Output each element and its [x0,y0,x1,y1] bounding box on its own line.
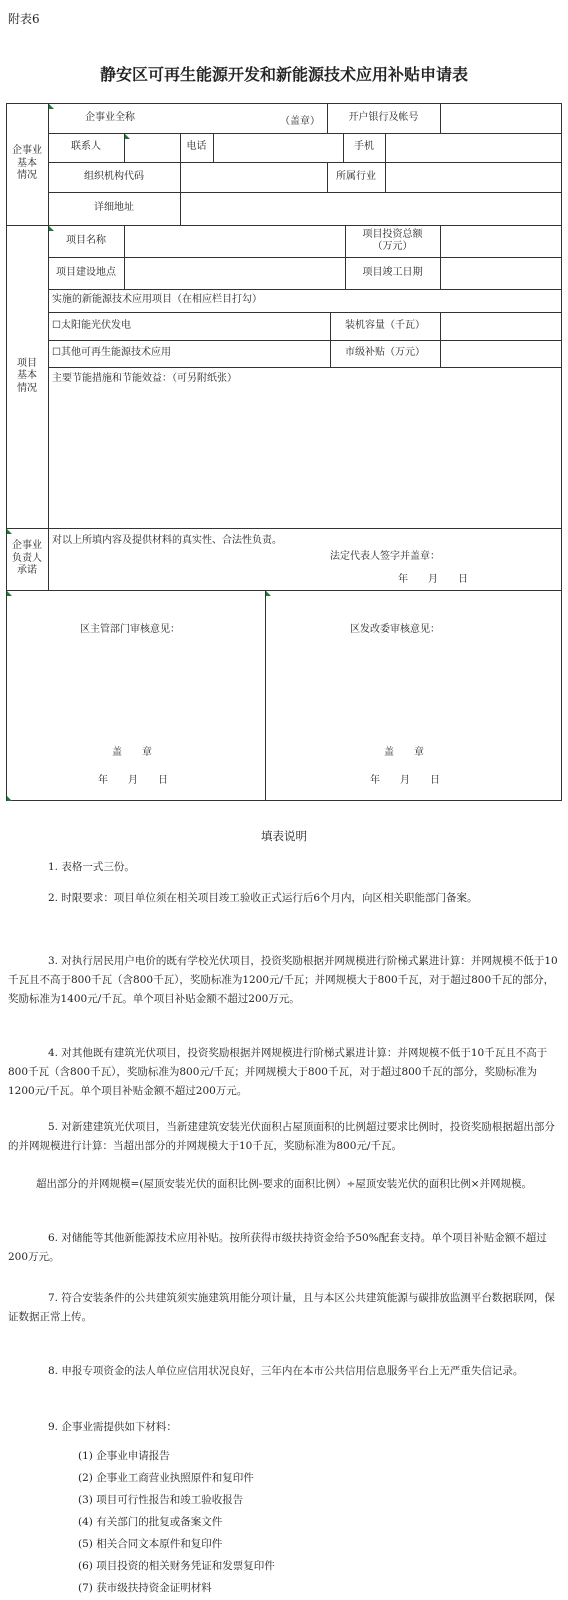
instruction-item-8: 8. 申报专项资金的法人单位应信用状况良好，三年内在本市公共信用信息服务平台上无严重失信记录。 [48,1365,524,1377]
other-tech-checkbox[interactable]: ☐其他可再生能源技术应用 [52,347,171,359]
industry-field[interactable] [385,162,561,192]
phone-label: 电话 [186,141,207,153]
material-item-3: (3) 项目可行性报告和竣工验收报告 [78,1494,244,1506]
mobile-label: 手机 [354,141,374,153]
contact-label: 联系人 [71,141,101,153]
instruction-item-2: 2. 时限要求：项目单位须在相关项目竣工验收正式运行后6个月内，向区相关职能部门备案。 [48,892,478,904]
instruction-item-5: 5. 对新建建筑光伏项目，当新建建筑安装光伏面积占屋顶面积的比例超过要求比例时，投资奖励根据超出部分的并网规模进行计算：当超出部分的并网规模大于10千瓦，奖励标准为800元/千瓦。 [8,1121,555,1152]
district-review-date: 年 月 日 [98,775,168,786]
bank-account-field[interactable] [440,103,561,133]
investment-field[interactable] [440,225,561,257]
signature-label: 法定代表人签字并盖章： [330,551,440,562]
ndrc-review-title: 区发改委审核意见： [350,624,440,635]
ndrc-seal-label: 盖 章 [384,747,424,758]
section-commit-label: 企事业 负责人 承诺 [12,540,42,577]
city-subsidy-label: 市级补贴（万元） [345,347,425,359]
capacity-label: 装机容量（千瓦） [345,319,425,331]
bank-account-label: 开户银行及帐号 [348,111,419,123]
district-review-field[interactable] [10,640,260,730]
page-label: 附表6 [8,12,40,26]
instruction-item-7: 7. 符合安装条件的公共建筑须实施建筑用能分项计量，且与本区公共建筑能源与碳排放监测平台数据联网，保证数据正常上传。 [8,1292,555,1323]
commit-statement: 对以上所填内容及提供材料的真实性、合法性负责。 [52,535,282,546]
instruction-item-9: 9. 企事业需提供如下材料： [48,1421,177,1433]
phone-field[interactable] [213,133,343,162]
instruction-item-1: 1. 表格一式三份。 [48,861,135,873]
material-item-2: (2) 企事业工商营业执照原件和复印件 [78,1472,254,1484]
material-item-7: (7) 获市级扶持资金证明材料 [78,1582,212,1594]
measures-field[interactable] [49,386,560,526]
company-name-label: 企事业全称 [85,111,135,123]
project-name-label: 项目名称 [66,234,106,246]
commit-date: 年 月 日 [398,574,468,585]
tech-items-label: 实施的新能源技术应用项目（在相应栏目打勾） [52,294,262,306]
location-field[interactable] [124,257,345,289]
ndrc-review-field[interactable] [270,640,556,730]
completion-field[interactable] [440,257,561,289]
page-title: 静安区可再生能源开发和新能源技术应用补贴申请表 [99,65,468,84]
mobile-field[interactable] [385,133,561,162]
instruction-item-5-formula: 超出部分的并网规模=(屋顶安装光伏的面积比例-要求的面积比例）÷屋顶安装光伏的面积比例×并网规模。 [36,1178,533,1190]
material-item-5: (5) 相关合同文本原件和复印件 [78,1538,223,1550]
org-code-field[interactable] [180,162,327,192]
instruction-item-6: 6. 对储能等其他新能源技术应用补贴。按所获得市级扶持资金给予50%配套支持。单个项目补贴金额不超过200万元。 [8,1232,547,1263]
seal-note: （盖章） [280,116,320,127]
location-label: 项目建设地点 [56,266,116,278]
district-seal-label: 盖 章 [112,747,152,758]
address-label: 详细地址 [94,202,134,214]
industry-label: 所属行业 [336,170,376,182]
capacity-field[interactable] [440,312,561,340]
completion-label: 项目竣工日期 [362,266,423,278]
district-review-title: 区主管部门审核意见： [80,624,180,635]
ndrc-review-date: 年 月 日 [370,775,440,786]
solar-checkbox[interactable]: ☐太阳能光伏发电 [52,319,131,331]
address-field[interactable] [180,192,561,225]
project-name-field[interactable] [124,225,345,257]
instructions-heading: 填表说明 [261,829,307,843]
section-basic-label: 企事业 基本 情况 [12,145,42,182]
investment-label: 项目投资总额 （万元） [362,228,423,252]
instruction-item-3: 3. 对执行居民用户电价的既有学校光伏项目，投资奖励根据并网规模进行阶梯式累进计算：并网规模不低于10千瓦且不高于800千瓦（含800千瓦），奖励标准为1200元/千瓦；并网规模大于800千瓦，对于超过800千瓦的部分，奖励标准为1400元/千瓦。单个项目补贴金额不超过200万元。 [8,955,558,1005]
contact-field[interactable] [124,133,180,162]
measures-label: 主要节能措施和节能效益：（可另附纸张） [52,373,237,384]
city-subsidy-field[interactable] [440,340,561,367]
section-project-label: 项目 基本 情况 [17,357,37,394]
instruction-item-4: 4. 对其他既有建筑光伏项目，投资奖励根据并网规模进行阶梯式累进计算：并网规模不低于10千瓦且不高于800千瓦（含800千瓦），奖励标准为800元/千瓦；并网规模大于800千瓦，对于超过800千瓦的部分，奖励标准为1200元/千瓦。单个项目补贴金额不超过200万元。 [8,1047,548,1097]
org-code-label: 组织机构代码 [84,170,144,182]
material-item-4: (4) 有关部门的批复或备案文件 [78,1516,223,1528]
material-item-1: (1) 企事业申请报告 [78,1450,170,1462]
material-item-6: (6) 项目投资的相关财务凭证和发票复印件 [78,1560,275,1572]
